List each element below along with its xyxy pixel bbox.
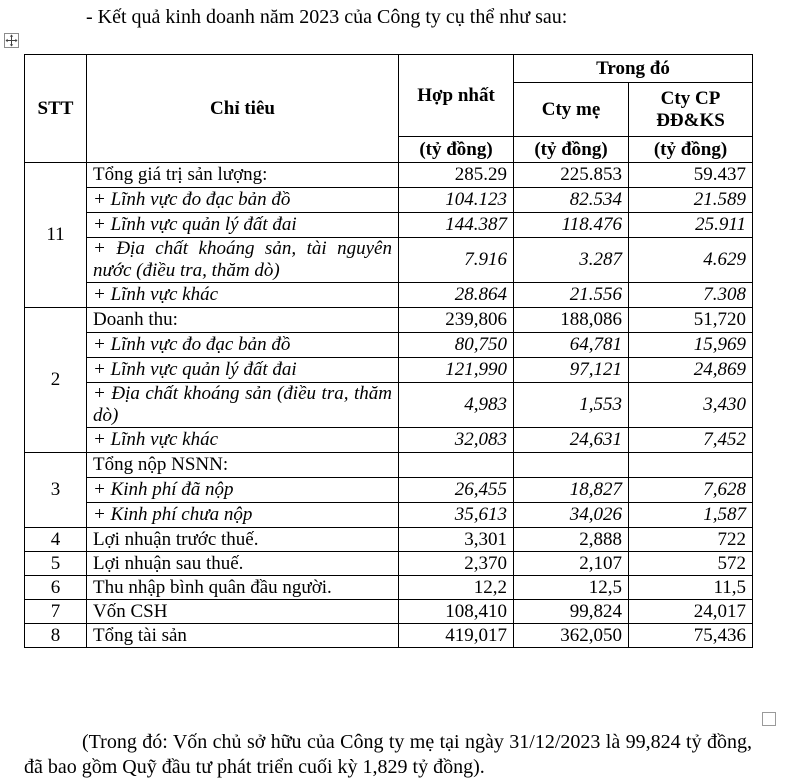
row-label: Thu nhập bình quân đầu người. — [87, 576, 399, 600]
move-arrows-icon — [5, 34, 18, 47]
table-row — [25, 358, 753, 383]
row-stt: 3 — [25, 453, 87, 528]
value-cty-me: 99,824 — [514, 600, 629, 624]
row-label: Vốn CSH — [87, 600, 399, 624]
value-hop-nhat: 80,750 — [399, 333, 514, 358]
value-cty-me: 2,107 — [514, 552, 629, 576]
value-cty-me: 2,888 — [514, 528, 629, 552]
header-stt: STT — [25, 55, 87, 163]
value-cty-cp: 1,587 — [629, 503, 753, 528]
value-cty-cp: 75,436 — [629, 624, 753, 648]
value-cty-cp: 722 — [629, 528, 753, 552]
table-row — [25, 428, 753, 453]
table-row — [25, 308, 753, 333]
value-hop-nhat: 121,990 — [399, 358, 514, 383]
row-stt: 11 — [25, 163, 87, 308]
header-cty-cp-line2: ĐĐ&KS — [656, 109, 725, 131]
table-row — [25, 283, 753, 308]
value-cty-cp: 4.629 — [629, 238, 753, 283]
value-cty-me: 1,553 — [514, 383, 629, 428]
value-cty-cp: 7,628 — [629, 478, 753, 503]
header-unit-cty-me: (tỷ đồng) — [514, 137, 629, 163]
header-cty-cp — [629, 83, 753, 137]
table-row — [25, 453, 753, 478]
table-row — [25, 576, 753, 600]
value-hop-nhat: 7.916 — [399, 238, 514, 283]
value-cty-cp: 7.308 — [629, 283, 753, 308]
value-hop-nhat: 2,370 — [399, 552, 514, 576]
table-row — [25, 600, 753, 624]
table-row — [25, 552, 753, 576]
row-stt: 4 — [25, 528, 87, 552]
value-cty-me: 188,086 — [514, 308, 629, 333]
value-cty-cp: 7,452 — [629, 428, 753, 453]
value-cty-me: 18,827 — [514, 478, 629, 503]
value-cty-me: 34,026 — [514, 503, 629, 528]
value-cty-cp: 3,430 — [629, 383, 753, 428]
row-stt: 6 — [25, 576, 87, 600]
header-unit-cty-cp: (tỷ đồng) — [629, 137, 753, 163]
header-cty-me: Cty mẹ — [514, 83, 629, 137]
header-trong-do: Trong đó — [514, 55, 753, 83]
row-label: + Địa chất khoáng sản (điều tra, thăm dò) — [87, 383, 399, 428]
row-stt: 5 — [25, 552, 87, 576]
value-cty-me: 21.556 — [514, 283, 629, 308]
table-row — [25, 503, 753, 528]
value-cty-cp: 59.437 — [629, 163, 753, 188]
row-label: + Lĩnh vực quản lý đất đai — [87, 213, 399, 238]
value-hop-nhat: 419,017 — [399, 624, 514, 648]
value-cty-me: 118.476 — [514, 213, 629, 238]
table-move-handle[interactable] — [4, 33, 19, 48]
value-cty-cp: 15,969 — [629, 333, 753, 358]
row-label: + Lĩnh vực đo đạc bản đồ — [87, 188, 399, 213]
value-cty-cp: 51,720 — [629, 308, 753, 333]
value-cty-cp: 24,869 — [629, 358, 753, 383]
row-label: Tổng nộp NSNN: — [87, 453, 399, 478]
row-label: Doanh thu: — [87, 308, 399, 333]
note-paragraph: (Trong đó: Vốn chủ sở hữu của Công ty mẹ tại ngày 31/12/2023 là 99,824 tỷ đồng, đã bao gồm Quỹ đầu tư phát triển cuối kỳ 1,829 tỷ đồng). — [24, 731, 752, 778]
value-cty-me: 3.287 — [514, 238, 629, 283]
value-hop-nhat — [399, 453, 514, 478]
value-cty-me: 97,121 — [514, 358, 629, 383]
row-stt: 7 — [25, 600, 87, 624]
value-hop-nhat: 32,083 — [399, 428, 514, 453]
row-label: + Lĩnh vực khác — [87, 428, 399, 453]
value-cty-me: 24,631 — [514, 428, 629, 453]
value-hop-nhat: 12,2 — [399, 576, 514, 600]
row-label: + Địa chất khoáng sản, tài nguyên nước (điều tra, thăm dò) — [87, 238, 399, 283]
header-cty-cp-line1: Cty CP — [660, 87, 721, 109]
value-hop-nhat: 26,455 — [399, 478, 514, 503]
row-label: Lợi nhuận trước thuế. — [87, 528, 399, 552]
row-stt: 8 — [25, 624, 87, 648]
value-hop-nhat: 239,806 — [399, 308, 514, 333]
value-hop-nhat: 144.387 — [399, 213, 514, 238]
value-cty-cp — [629, 453, 753, 478]
value-hop-nhat: 28.864 — [399, 283, 514, 308]
table-row — [25, 478, 753, 503]
value-hop-nhat: 35,613 — [399, 503, 514, 528]
business-results-table — [24, 54, 753, 648]
header-unit-hop-nhat: (tỷ đồng) — [399, 137, 514, 163]
row-label: Lợi nhuận sau thuế. — [87, 552, 399, 576]
row-stt: 2 — [25, 308, 87, 453]
table-row — [25, 163, 753, 188]
table-row — [25, 528, 753, 552]
row-label: Tổng giá trị sản lượng: — [87, 163, 399, 188]
row-label: Tổng tài sản — [87, 624, 399, 648]
row-label: + Kinh phí chưa nộp — [87, 503, 399, 528]
header-chi-tieu: Chỉ tiêu — [87, 55, 399, 163]
value-hop-nhat: 104.123 — [399, 188, 514, 213]
row-label: + Kinh phí đã nộp — [87, 478, 399, 503]
value-cty-cp: 25.911 — [629, 213, 753, 238]
table-row — [25, 383, 753, 428]
value-cty-me: 362,050 — [514, 624, 629, 648]
value-cty-cp: 24,017 — [629, 600, 753, 624]
table-row — [25, 188, 753, 213]
value-cty-cp: 11,5 — [629, 576, 753, 600]
value-cty-me: 12,5 — [514, 576, 629, 600]
value-cty-me: 225.853 — [514, 163, 629, 188]
table-row — [25, 333, 753, 358]
value-cty-me: 82.534 — [514, 188, 629, 213]
value-hop-nhat: 3,301 — [399, 528, 514, 552]
value-cty-cp: 572 — [629, 552, 753, 576]
value-cty-me: 64,781 — [514, 333, 629, 358]
table-resize-handle[interactable] — [762, 712, 776, 726]
intro-text: - Kết quả kinh doanh năm 2023 của Công ty cụ thể như sau: — [86, 6, 568, 28]
table-row — [25, 238, 753, 283]
value-cty-cp: 21.589 — [629, 188, 753, 213]
row-label: + Lĩnh vực quản lý đất đai — [87, 358, 399, 383]
table-row — [25, 624, 753, 648]
table-row — [25, 213, 753, 238]
row-label: + Lĩnh vực đo đạc bản đồ — [87, 333, 399, 358]
value-hop-nhat: 4,983 — [399, 383, 514, 428]
row-label: + Lĩnh vực khác — [87, 283, 399, 308]
header-hop-nhat: Hợp nhất — [399, 55, 514, 137]
value-hop-nhat: 108,410 — [399, 600, 514, 624]
value-cty-me — [514, 453, 629, 478]
value-hop-nhat: 285.29 — [399, 163, 514, 188]
